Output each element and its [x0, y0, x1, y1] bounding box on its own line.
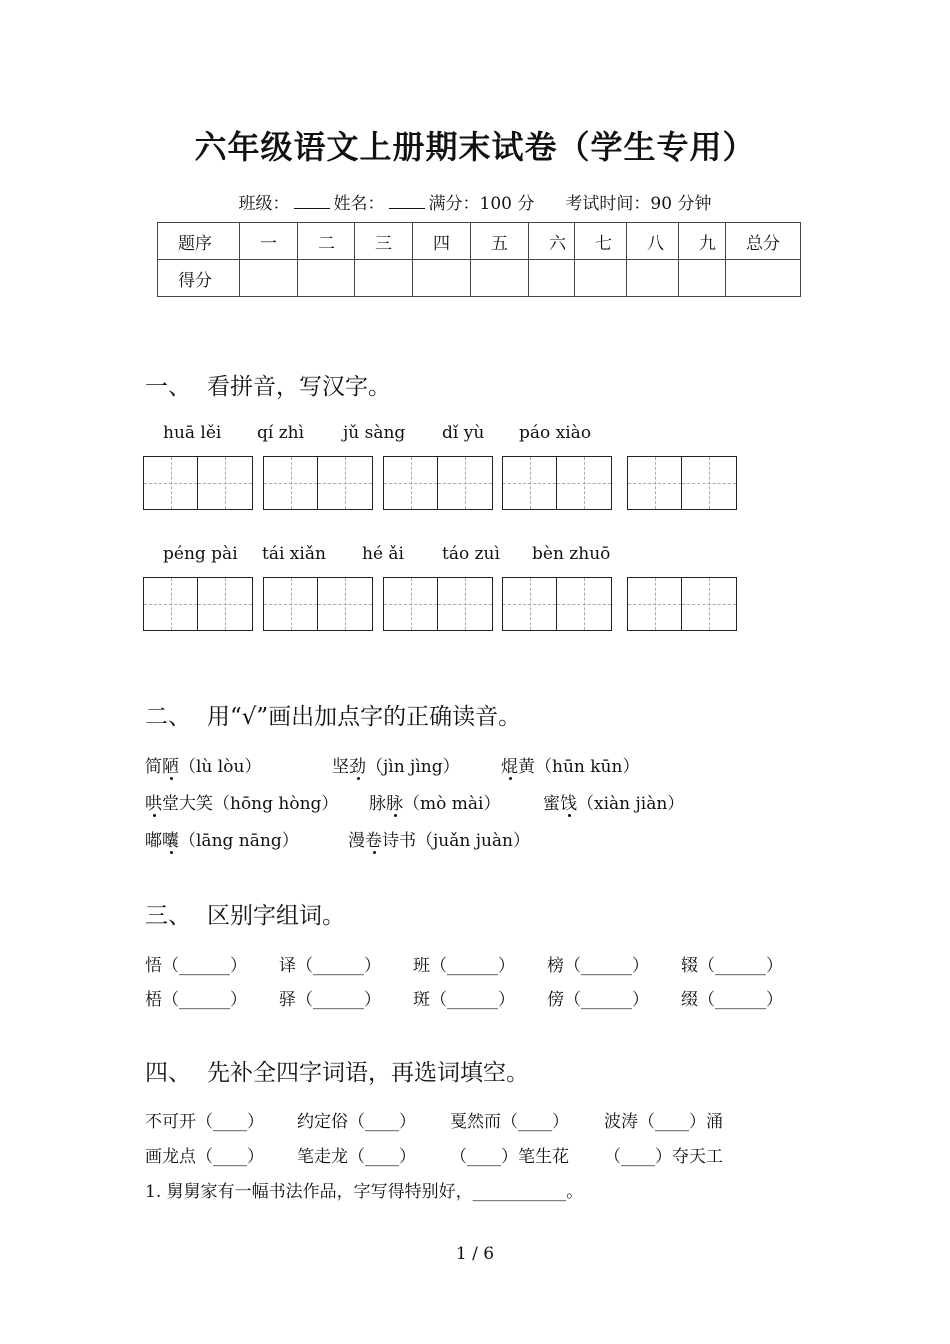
dotted-char: 哄	[145, 789, 162, 814]
word-blank[interactable]: 傍（______）	[547, 990, 649, 1010]
fill-sentence[interactable]: 1. 舅舅家有一幅书法作品，字写得特别好，___________。	[145, 1182, 584, 1202]
score-cell[interactable]	[679, 260, 726, 297]
score-cell[interactable]	[355, 260, 413, 297]
idiom-blank[interactable]: 波涛（____）涌	[604, 1112, 723, 1132]
score-header-cell: 二	[298, 223, 355, 260]
score-header-cell: 总分	[726, 223, 801, 260]
tian-grid[interactable]	[627, 456, 737, 510]
dotted-char: 陋	[162, 752, 179, 777]
pinyin-label: huā lěi	[163, 423, 222, 443]
score-header-cell: 一	[240, 223, 298, 260]
pinyin-label: páo xiào	[519, 423, 592, 443]
idiom-blank[interactable]: 戛然而（____）	[450, 1112, 569, 1132]
tian-grid[interactable]	[383, 456, 493, 510]
score-header-row	[158, 223, 801, 260]
tian-grid[interactable]	[263, 456, 373, 510]
pinyin-label: tái xiǎn	[262, 544, 326, 564]
section-4-heading	[145, 1054, 529, 1087]
word-blank[interactable]: 斑（______）	[413, 990, 515, 1010]
tian-grid[interactable]	[143, 456, 253, 510]
reading-item[interactable]: 嘟囔（lāng nāng）	[145, 826, 299, 851]
score-table	[157, 222, 801, 297]
pinyin-label: hé ǎi	[362, 544, 404, 564]
score-row-label: 得分	[158, 260, 240, 297]
idiom-blank[interactable]: 笔走龙（____）	[297, 1147, 416, 1167]
section-number: 一、	[145, 374, 191, 400]
dotted-char: 焜	[501, 752, 518, 777]
exam-time: 考试时间：90 分钟	[565, 194, 712, 214]
page-number: 1 / 6	[455, 1244, 495, 1264]
score-cell[interactable]	[575, 260, 627, 297]
dotted-char: 脉	[386, 789, 403, 814]
section-number: 四、	[145, 1060, 191, 1086]
reading-item[interactable]: 漫卷诗书（juǎn juàn）	[348, 826, 530, 851]
section-number: 三、	[145, 903, 191, 929]
idiom-blank[interactable]: （____）夺天工	[604, 1147, 723, 1167]
word-blank[interactable]: 榜（______）	[547, 956, 649, 976]
score-header-cell: 七	[575, 223, 627, 260]
exam-info	[0, 189, 950, 214]
score-header-cell: 八	[627, 223, 679, 260]
idiom-blank[interactable]: （____）笔生花	[450, 1147, 569, 1167]
reading-item[interactable]: 简陋（lù lòu）	[145, 752, 261, 777]
dotted-char: 囔	[162, 826, 179, 851]
score-cell[interactable]	[471, 260, 529, 297]
tian-grid[interactable]	[627, 577, 737, 631]
word-blank[interactable]: 悟（______）	[145, 956, 247, 976]
word-blank[interactable]: 缀（______）	[681, 990, 783, 1010]
dotted-char: 劲	[349, 752, 366, 777]
score-cell[interactable]	[726, 260, 801, 297]
score-header-cell: 四	[413, 223, 471, 260]
score-header-cell: 五	[471, 223, 529, 260]
name-label: 姓名：	[333, 194, 385, 214]
pinyin-label: dǐ yù	[442, 423, 485, 443]
dotted-char: 卷	[365, 826, 382, 851]
score-cell[interactable]	[529, 260, 575, 297]
tian-grid[interactable]	[263, 577, 373, 631]
dotted-char: 饯	[560, 789, 577, 814]
reading-item[interactable]: 脉脉（mò mài）	[369, 789, 500, 814]
reading-item[interactable]: 蜜饯（xiàn jiàn）	[543, 789, 684, 814]
word-blank[interactable]: 译（______）	[279, 956, 381, 976]
tian-grid[interactable]	[143, 577, 253, 631]
score-cell[interactable]	[413, 260, 471, 297]
idiom-blank[interactable]: 不可开（____）	[145, 1112, 264, 1132]
class-label: 班级：	[238, 194, 290, 214]
page-title: 六年级语文上册期末试卷（学生专用）	[194, 128, 756, 166]
idiom-blank[interactable]: 画龙点（____）	[145, 1147, 264, 1167]
section-number: 二、	[145, 704, 191, 730]
section-title: 用“√”画出加点字的正确读音。	[207, 704, 522, 730]
tian-grid[interactable]	[502, 456, 612, 510]
section-title: 先补全四字词语，再选词填空。	[207, 1060, 529, 1086]
reading-item[interactable]: 坚劲（jìn jìng）	[332, 752, 460, 777]
pinyin-label: bèn zhuō	[532, 544, 611, 564]
section-title: 区别字组词。	[207, 903, 345, 929]
score-value-row	[158, 260, 801, 297]
tian-grid[interactable]	[502, 577, 612, 631]
class-blank[interactable]	[294, 194, 330, 209]
score-header-cell: 题序	[158, 223, 240, 260]
score-header-cell: 九	[679, 223, 726, 260]
score-header-cell: 六	[529, 223, 575, 260]
name-blank[interactable]	[389, 194, 425, 209]
idiom-blank[interactable]: 约定俗（____）	[297, 1112, 416, 1132]
score-cell[interactable]	[627, 260, 679, 297]
reading-item[interactable]: 哄堂大笑（hōng hòng）	[145, 789, 338, 814]
word-blank[interactable]: 梧（______）	[145, 990, 247, 1010]
section-1-heading	[145, 368, 391, 401]
section-3-heading	[145, 897, 345, 930]
pinyin-label: péng pài	[163, 544, 238, 564]
word-blank[interactable]: 班（______）	[413, 956, 515, 976]
section-title: 看拼音，写汉字。	[207, 374, 391, 400]
word-blank[interactable]: 驿（______）	[279, 990, 381, 1010]
section-2-heading	[145, 698, 521, 731]
pinyin-label: qí zhì	[257, 423, 305, 443]
reading-item[interactable]: 焜黄（hūn kūn）	[501, 752, 639, 777]
pinyin-label: táo zuì	[442, 544, 500, 564]
full-score: 满分：100 分	[428, 194, 535, 214]
tian-grid[interactable]	[383, 577, 493, 631]
score-cell[interactable]	[240, 260, 298, 297]
word-blank[interactable]: 辍（______）	[681, 956, 783, 976]
pinyin-label: jǔ sàng	[343, 423, 406, 443]
score-cell[interactable]	[298, 260, 355, 297]
score-header-cell: 三	[355, 223, 413, 260]
